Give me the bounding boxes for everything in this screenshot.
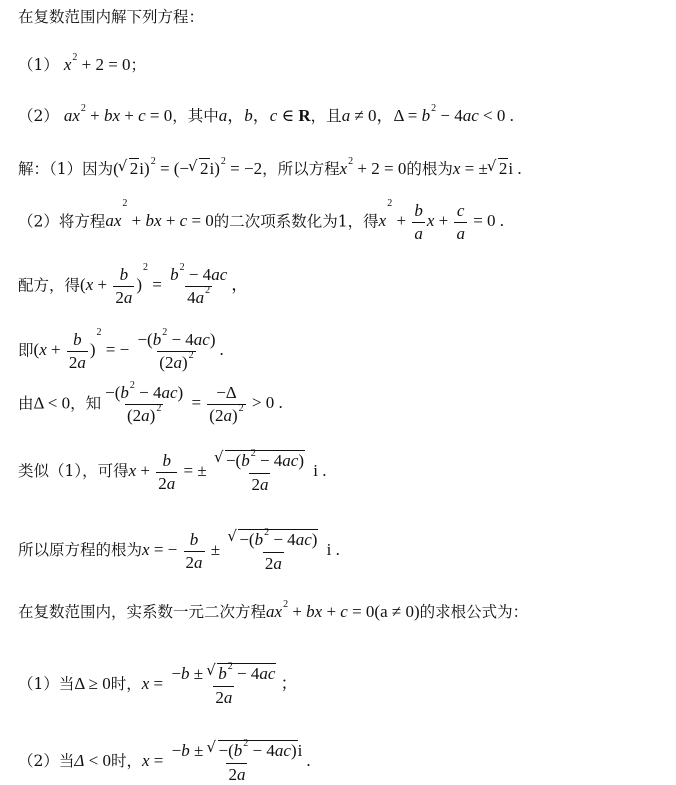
solution-2-normalize: （2）将方程$ax^2$ + bx + c = 0的二次项系数化为1，得$x^2$ + $\frac{b}{a}$ x + $\frac{c}{a}$ = 0 . bbox=[18, 198, 505, 243]
conclusion-heading: 在复数范围内，实系数一元二次方程$ax^2$ + bx + c = 0(a ≠ 0)的求根公式为： bbox=[18, 599, 529, 621]
equivalent-form: 即(x + $\frac{b}{2a}$ )$^2$ = − $\frac{-(b^2 - 4ac)}{(2a)^2}$ . bbox=[18, 327, 224, 372]
problem-2: （2） $ax^2$ + bx + c = 0，其中a，b，c ∈ R，且a ≠ 0，$\Delta = b^2 - 4ac < 0$ . bbox=[18, 103, 514, 125]
problem-1: （1） $x^2 + 2 = 0$； bbox=[18, 52, 147, 74]
solution-1: 解：（1）因为(√ 2i)$^2$ = (−√ 2i)$^2$ = −2，所以方程$x^2 + 2 = 0$的根为x = ±√ 2i . bbox=[18, 160, 522, 179]
problem-heading: 在复数范围内解下列方程： bbox=[18, 8, 205, 26]
formula-case-1: （1）当Δ ≥ 0时，x = $\frac{-b \pm √ b^2 - 4ac}{2a}$ ； bbox=[18, 664, 297, 707]
roots-result: 所以原方程的根为x = − $\frac{b}{2a}$ ± √ $\frac{-(b^2 - 4ac)}{2a}$ i . bbox=[18, 530, 340, 573]
formula-case-2: （2）当Δ < 0时，x = $\frac{-b \pm √ -(b^2 - 4ac)i}{2a}$ . bbox=[18, 741, 311, 784]
completing-square: 配方，得(x + $\frac{b}{2a}$ )$^2$ = $\frac{b^2 - 4ac}{4a^2}$ ， bbox=[18, 262, 249, 307]
delta-negative: 由Δ < 0，知 $\frac{-(b^2 - 4ac)}{(2a)^2}$ = $\frac{-\Delta}{(2a)^2}$ > 0 . bbox=[18, 380, 283, 425]
analogous-step: 类似（1），可得x + $\frac{b}{2a}$ = ± √ $\frac{-(b^2 - 4ac)}{2a}$ i . bbox=[18, 451, 326, 494]
